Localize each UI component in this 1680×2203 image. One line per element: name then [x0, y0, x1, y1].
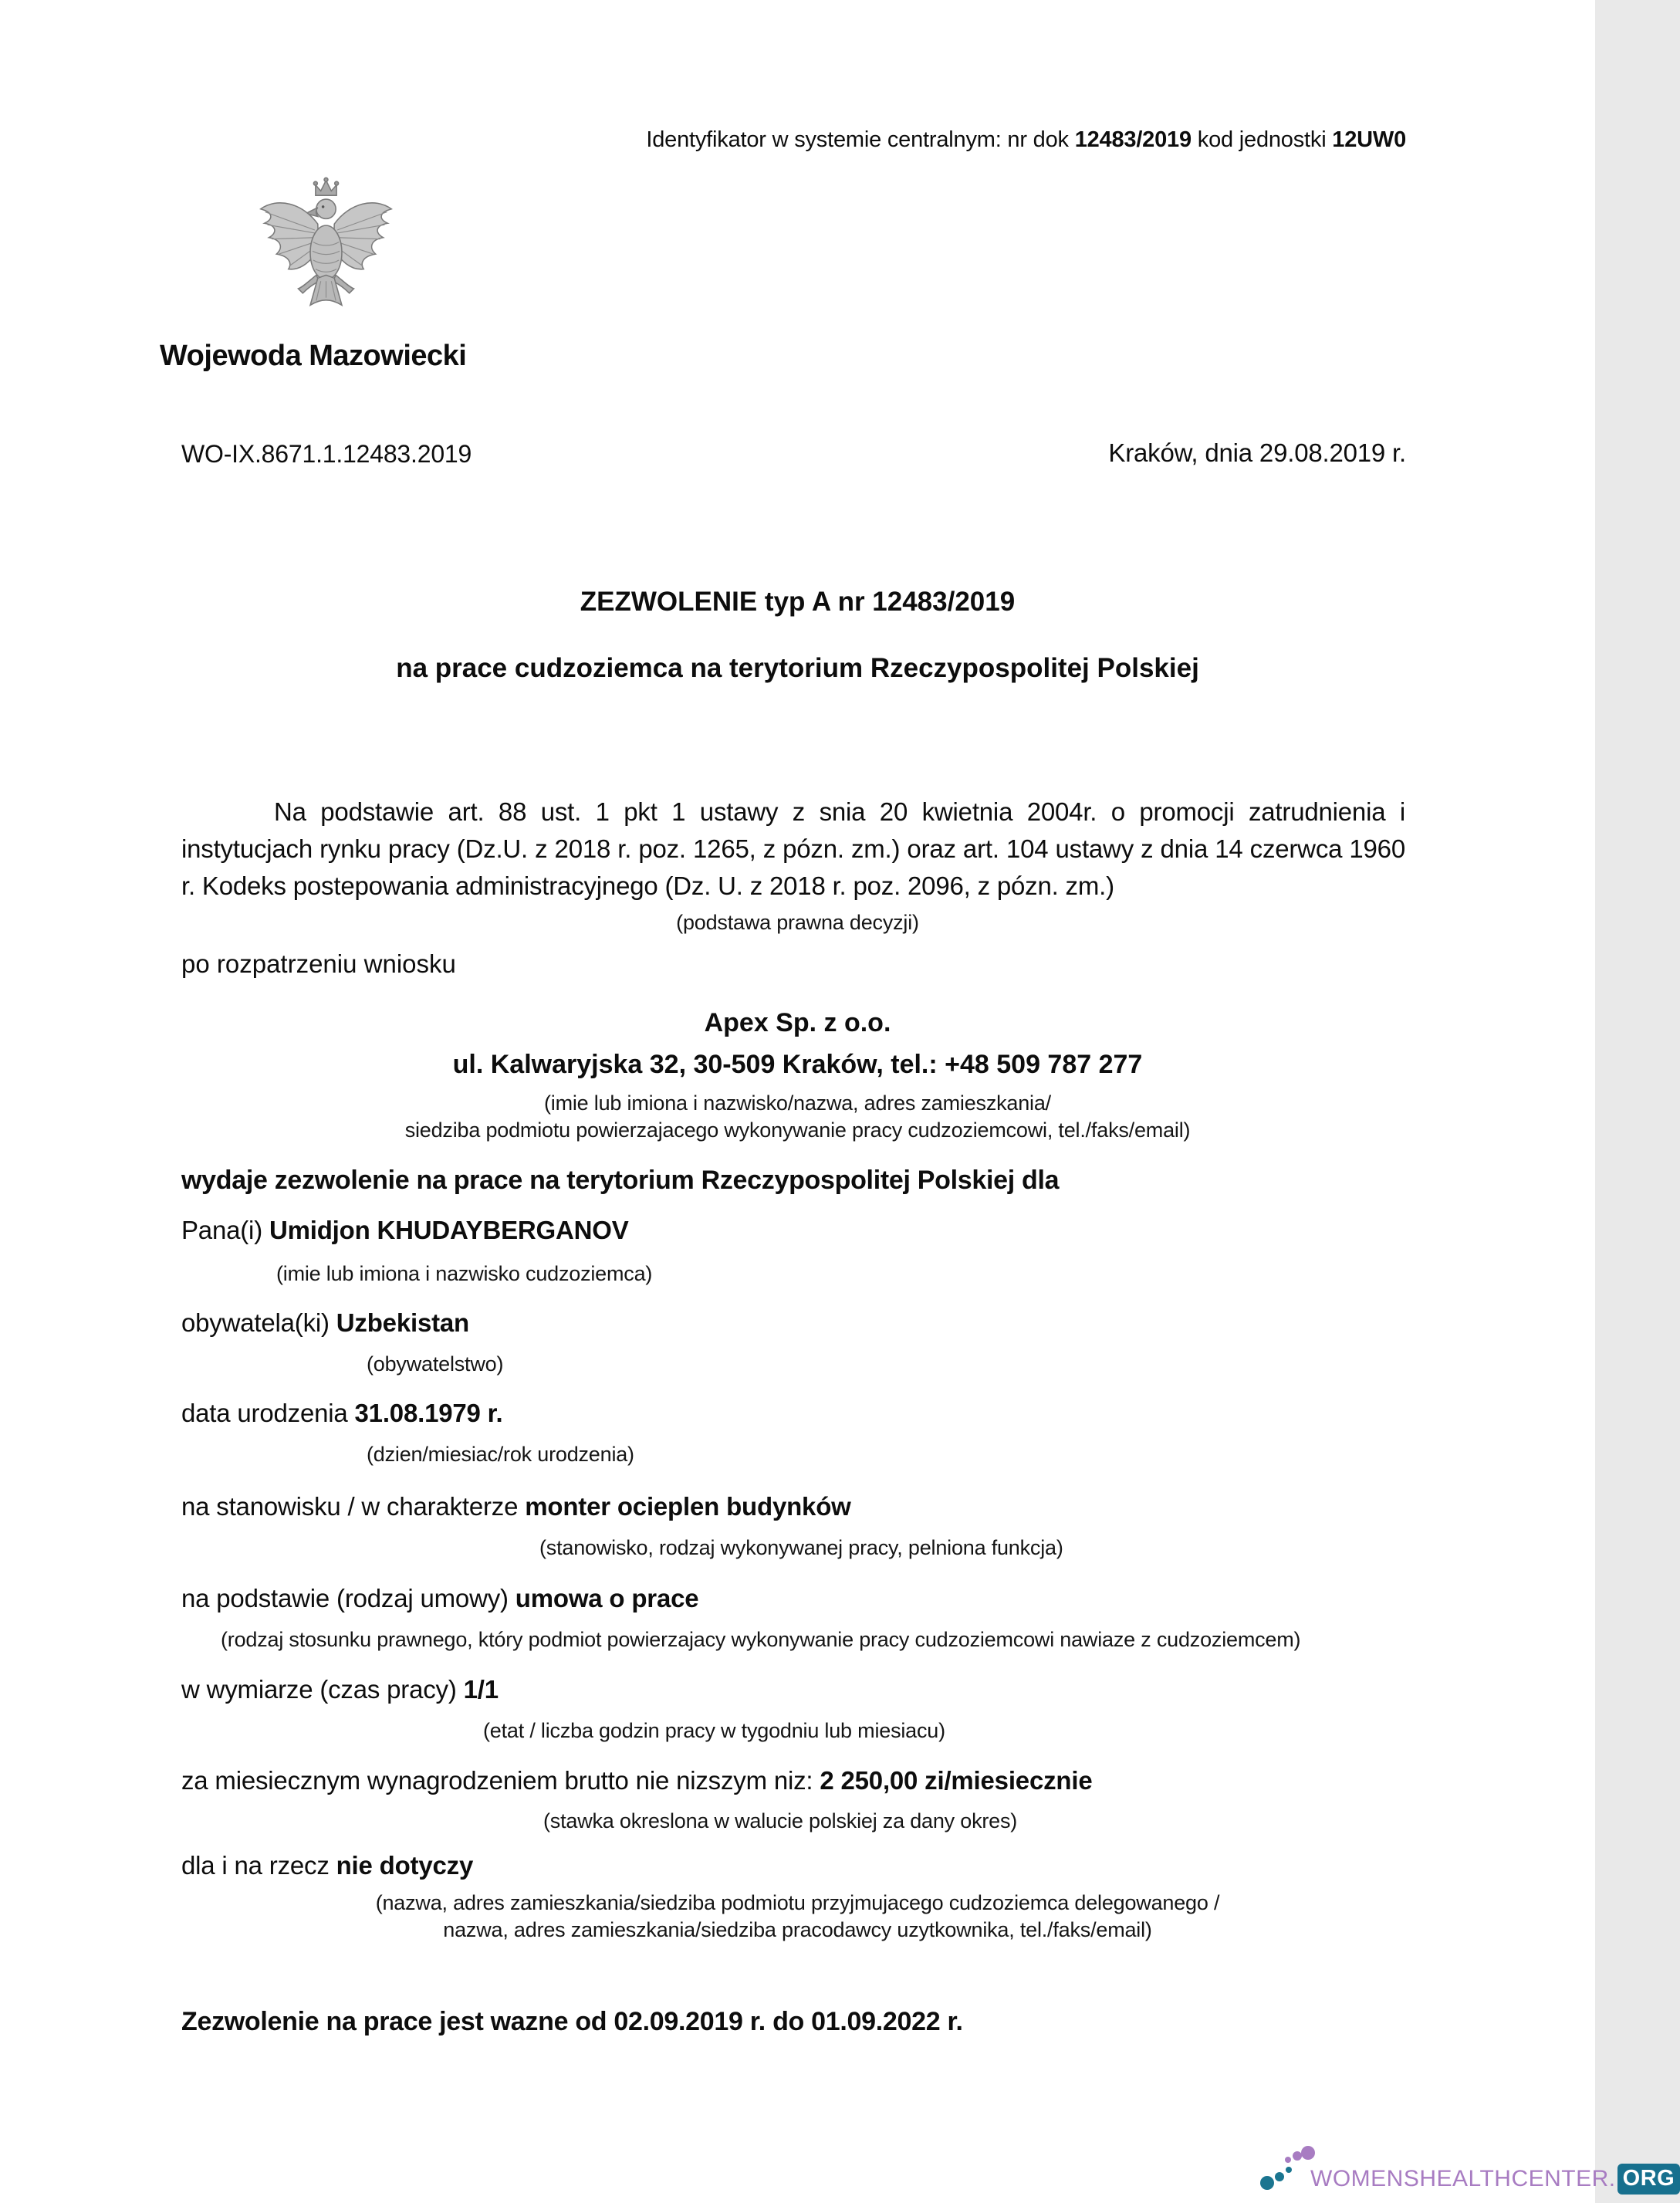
central-system-identifier	[646, 127, 1406, 153]
dots-icon	[1259, 2146, 1317, 2195]
watermark-site-name: WOMENSHEALTHCENTER.	[1310, 2165, 1616, 2191]
field-value: 2 250,00 zi/miesiecznie	[820, 1766, 1093, 1795]
field-delegating-entity	[181, 1851, 473, 1880]
field-contract-type-caption: (rodzaj stosunku prawnego, który podmiot powierzajacy wykonywanie pracy cudzoziemcowi nawiaze z cudzoziemcem)	[221, 1628, 1301, 1651]
identifier-middle: kod jednostki	[1191, 127, 1333, 152]
field-value: 1/1	[463, 1675, 499, 1704]
watermark-logo	[1259, 2146, 1680, 2195]
employer-caption-line1: (imie lub imiona i nazwisko/nazwa, adres zamieszkania/	[544, 1091, 1051, 1115]
case-reference-number: WO-IX.8671.1.12483.2019	[181, 440, 472, 468]
identifier-prefix: Identyfikator w systemie centralnym: nr dok	[646, 127, 1075, 152]
document-title: ZEZWOLENIE typ A nr 12483/2019	[580, 587, 1016, 617]
field-label: Pana(i)	[181, 1216, 269, 1244]
field-working-time-caption: (etat / liczba godzin pracy w tygodniu lub miesiacu)	[483, 1719, 945, 1742]
field-value: 31.08.1979 r.	[354, 1399, 503, 1427]
field-position-caption: (stanowisko, rodzaj wykonywanej pracy, pelniona funkcja)	[539, 1536, 1063, 1559]
employer-name: Apex Sp. z o.o.	[704, 1008, 891, 1037]
field-delegating-entity-caption-line2: nazwa, adres zamieszkania/siedziba pracodawcy uzytkownika, tel./faks/email)	[443, 1918, 1152, 1941]
field-label: za miesiecznym wynagrodzeniem brutto nie nizszym niz:	[181, 1766, 820, 1795]
field-value: Umidjon KHUDAYBERGANOV	[269, 1216, 629, 1244]
field-value: Uzbekistan	[336, 1308, 469, 1337]
document-subtitle: na prace cudzoziemca na terytorium Rzeczypospolitej Polskiej	[396, 653, 1199, 683]
field-contract-type	[181, 1584, 698, 1613]
place-and-date: Kraków, dnia 29.08.2019 r.	[1108, 438, 1406, 467]
field-birth-date	[181, 1399, 502, 1428]
field-salary-caption: (stawka okreslona w walucie polskiej za dany okres)	[543, 1809, 1018, 1832]
validity-statement: Zezwolenie na prace jest wazne od 02.09.2019 r. do 01.09.2022 r.	[181, 2007, 963, 2036]
field-label: data urodzenia	[181, 1399, 355, 1427]
field-foreigner-name	[181, 1216, 629, 1245]
polish-eagle-emblem-icon	[255, 174, 397, 343]
legal-basis-caption: (podstawa prawna decyzji)	[676, 911, 919, 934]
employer-address: ul. Kalwaryjska 32, 30-509 Kraków, tel.: +48 509 787 277	[452, 1050, 1143, 1079]
field-label: dla i na rzecz	[181, 1851, 336, 1880]
identifier-unit-code: 12UW0	[1332, 127, 1406, 152]
field-label: na podstawie (rodzaj umowy)	[181, 1584, 515, 1612]
after-request-line: po rozpatrzeniu wniosku	[181, 949, 456, 978]
field-value: umowa o prace	[515, 1584, 699, 1612]
employer-caption-line2: siedziba podmiotu powierzajacego wykonywanie pracy cudzoziemcowi, tel./faks/email)	[404, 1118, 1191, 1142]
field-birth-date-caption: (dzien/miesiac/rok urodzenia)	[367, 1443, 634, 1466]
field-value: nie dotyczy	[336, 1851, 474, 1880]
field-label: na stanowisku / w charakterze	[181, 1492, 526, 1521]
field-citizenship	[181, 1308, 469, 1338]
field-label: w wymiarze (czas pracy)	[181, 1675, 464, 1704]
identifier-doc-number: 12483/2019	[1074, 127, 1192, 152]
legal-basis-paragraph: Na podstawie art. 88 ust. 1 pkt 1 ustawy z snia 20 kwietnia 2004r. o promocji zatrudnienia i instytucjach rynku pracy (Dz.U. z 2018 r. poz. 1265, z pózn. zm.) oraz art. 104 ustawy z dnia 14 czerwca 1960 r. Kodeks postepowania administracyjnego (Dz. U. z 2018 r. poz. 2096, z pózn. zm.)	[181, 797, 1405, 900]
field-delegating-entity-caption-line1: (nazwa, adres zamieszkania/siedziba podmiotu przyjmujacego cudzoziemca delegowanego /	[375, 1891, 1220, 1914]
field-salary	[181, 1766, 1093, 1795]
issuing-authority: Wojewoda Mazowiecki	[160, 340, 467, 372]
grant-statement: wydaje zezwolenie na prace na terytorium Rzeczypospolitej Polskiej dla	[181, 1166, 1060, 1195]
field-position	[181, 1492, 851, 1521]
field-value: monter ocieplen budynków	[525, 1492, 851, 1521]
field-working-time	[181, 1675, 499, 1704]
field-citizenship-caption: (obywatelstwo)	[367, 1352, 504, 1376]
field-foreigner-name-caption: (imie lub imiona i nazwisko cudzoziemca)	[276, 1262, 653, 1285]
watermark-tld-badge: ORG	[1617, 2164, 1680, 2195]
field-label: obywatela(ki)	[181, 1308, 336, 1337]
